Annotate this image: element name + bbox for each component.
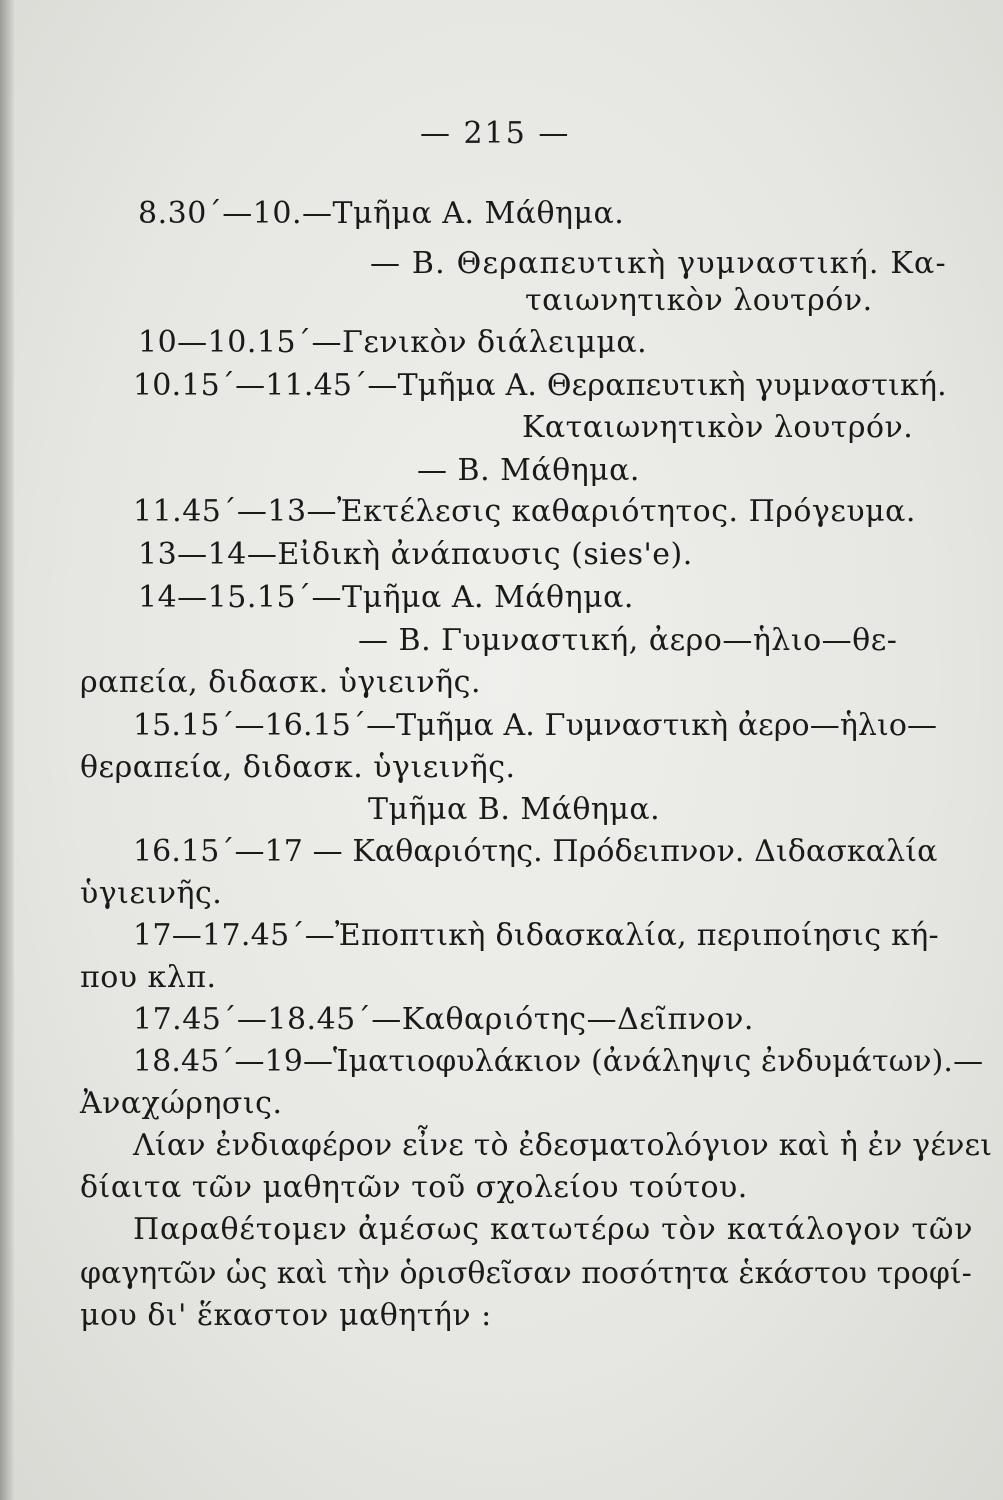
text-line: Παραθέτομεν ἀμέσως κατωτέρω τὸν κατάλογον τῶν: [133, 1212, 974, 1247]
text-line: θεραπεία, διδασκ. ὑγιεινῆς.: [80, 750, 516, 785]
text-line: 16.15΄—17 — Καθαριότης. Πρόδειπνον. Διδασκαλία: [133, 834, 938, 869]
text-line: Λίαν ἐνδιαφέρον εἶνε τὸ ἐδεσματολόγιον καὶ ἡ ἐν γένει: [133, 1128, 993, 1163]
text-line: ὑγιεινῆς.: [80, 876, 223, 911]
text-line: 17—17.45΄—Ἐποπτικὴ διδασκαλία, περιποίησις κή-: [133, 918, 939, 953]
page-edge-shadow: [0, 0, 14, 1500]
text-line: φαγητῶν ὡς καὶ τὴν ὁρισθεῖσαν ποσότητα ἑκάστου τροφί-: [80, 1256, 972, 1291]
text-line: 18.45΄—19—Ἱματιοφυλάκιον (ἀνάληψις ἐνδυμάτων).—: [133, 1044, 984, 1079]
text-line: — Β. Μάθημα.: [417, 453, 640, 488]
text-line: Καταιωνητικὸν λουτρόν.: [522, 410, 914, 445]
text-line: που κλπ.: [80, 960, 217, 995]
text-line: Τμῆμα Β. Μάθημα.: [368, 792, 661, 827]
text-line: Ἀναχώρησις.: [80, 1086, 283, 1121]
text-line: 11.45΄—13—Ἐκτέλεσις καθαριότητος. Πρόγευμα.: [133, 494, 916, 529]
text-line: 10.15΄—11.45΄—Τμῆμα Α. Θεραπευτικὴ γυμναστική.: [133, 368, 947, 403]
text-line: — Β. Θεραπευτικὴ γυμναστική. Κα-: [370, 246, 947, 281]
text-line: 10—10.15΄—Γενικὸν διάλειμμα.: [138, 325, 648, 360]
text-line: 17.45΄—18.45΄—Καθαριότης—Δεῖπνον.: [133, 1002, 754, 1037]
page-number: — 215 —: [420, 116, 571, 151]
text-line: — Β. Γυμναστική, ἀερο—ἡλιο—θε-: [358, 623, 898, 658]
text-line: δίαιτα τῶν μαθητῶν τοῦ σχολείου τούτου.: [80, 1170, 748, 1205]
text-line: 13—14—Εἰδικὴ ἀνάπαυσις (sies'e).: [138, 537, 693, 572]
text-line: ραπεία, διδασκ. ὑγιεινῆς.: [80, 665, 481, 700]
text-line: 15.15΄—16.15΄—Τμῆμα Α. Γυμναστικὴ ἀερο—ἡλιο—: [133, 708, 938, 743]
text-line: 14—15.15΄—Τμῆμα Α. Μάθημα.: [138, 580, 634, 615]
text-line: ταιωνητικὸν λουτρόν.: [525, 283, 873, 318]
text-line: μου δι' ἕκαστον μαθητήν :: [80, 1298, 492, 1333]
text-line: 8.30΄—10.—Τμῆμα Α. Μάθημα.: [138, 196, 625, 231]
